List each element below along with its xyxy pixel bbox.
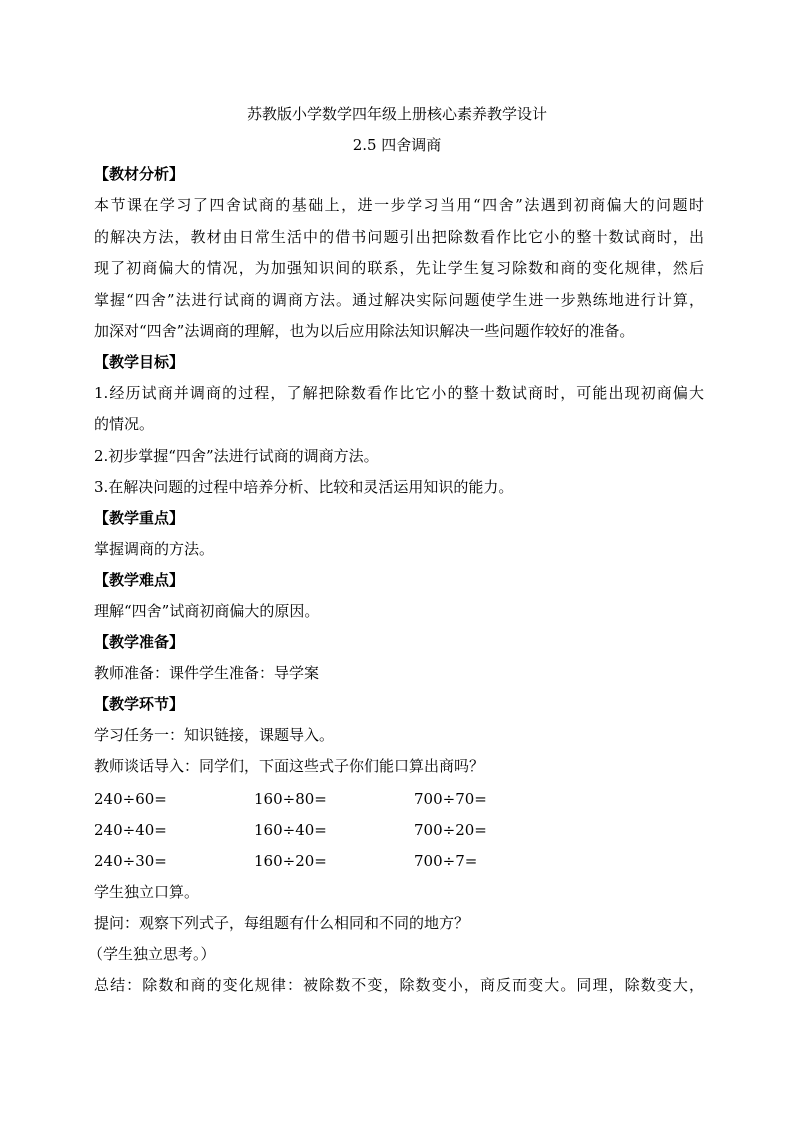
paragraph-line: 的情况。 [94,415,155,433]
paragraph-line: 掌握调商的方法。 [94,540,215,558]
paragraph-line: （学生独立思考。） [88,945,216,963]
paragraph-line: 的解决方法，教材由日常生活中的借书问题引出把除数看作比它小的整十数试商时，出 [94,228,704,246]
equation: 240÷60= [94,790,167,808]
paragraph-line: 3.在解决问题的过程中培养分析、比较和灵活运用知识的能力。 [94,478,514,496]
paragraph-line: 理解“四舍”试商初商偏大的原因。 [94,602,320,620]
equation: 700÷7= [414,852,478,870]
section-heading-key-points: 【教学重点】 [94,509,185,527]
section-heading-procedure: 【教学环节】 [94,695,185,713]
equation: 240÷40= [94,821,167,839]
document-title: 苏教版小学数学四年级上册核心素养教学设计 [246,105,547,123]
paragraph-line: 加深对“四舍”法调商的理解，也为以后应用除法知识解决一些问题作较好的准备。 [94,322,635,340]
section-heading-goals: 【教学目标】 [94,353,185,371]
paragraph-line: 现了初商偏大的情况，为加强知识间的联系，先让学生复习除数和商的变化规律，然后 [94,259,704,277]
lesson-title: 2.5 四舍调商 [352,136,442,154]
equation: 160÷80= [254,790,327,808]
section-heading-difficulties: 【教学难点】 [94,571,185,589]
equation: 240÷30= [94,852,167,870]
paragraph-line: 2.初步掌握“四舍”法进行试商的调商方法。 [94,447,379,465]
section-heading-analysis: 【教材分析】 [94,165,185,183]
section-heading-preparation: 【教学准备】 [94,633,185,651]
paragraph-line: 学生独立口算。 [94,883,200,901]
equation: 700÷20= [414,821,487,839]
paragraph-line: 提问：观察下列式子，每组题有什么相同和不同的地方？ [94,914,470,932]
paragraph-line: 学习任务一：知识链接，课题导入。 [94,726,335,744]
paragraph-line: 教师准备：课件学生准备：导学案 [94,664,320,682]
paragraph-line: 本节课在学习了四舍试商的基础上，进一步学习当用“四舍”法遇到初商偏大的问题时 [94,196,704,214]
paragraph-line: 总结：除数和商的变化规律：被除数不变，除数变小，商反而变大。同理，除数变大， [94,976,704,994]
equation: 160÷40= [254,821,327,839]
paragraph-line: 教师谈话导入：同学们，下面这些式子你们能口算出商吗？ [94,757,485,775]
paragraph-line: 1.经历试商并调商的过程，了解把除数看作比它小的整十数试商时，可能出现初商偏大 [94,384,704,402]
equation: 700÷70= [414,790,487,808]
equation: 160÷20= [254,852,327,870]
paragraph-line: 掌握“四舍”法进行试商的调商方法。通过解决实际问题使学生进一步熟练地进行计算， [94,291,704,309]
